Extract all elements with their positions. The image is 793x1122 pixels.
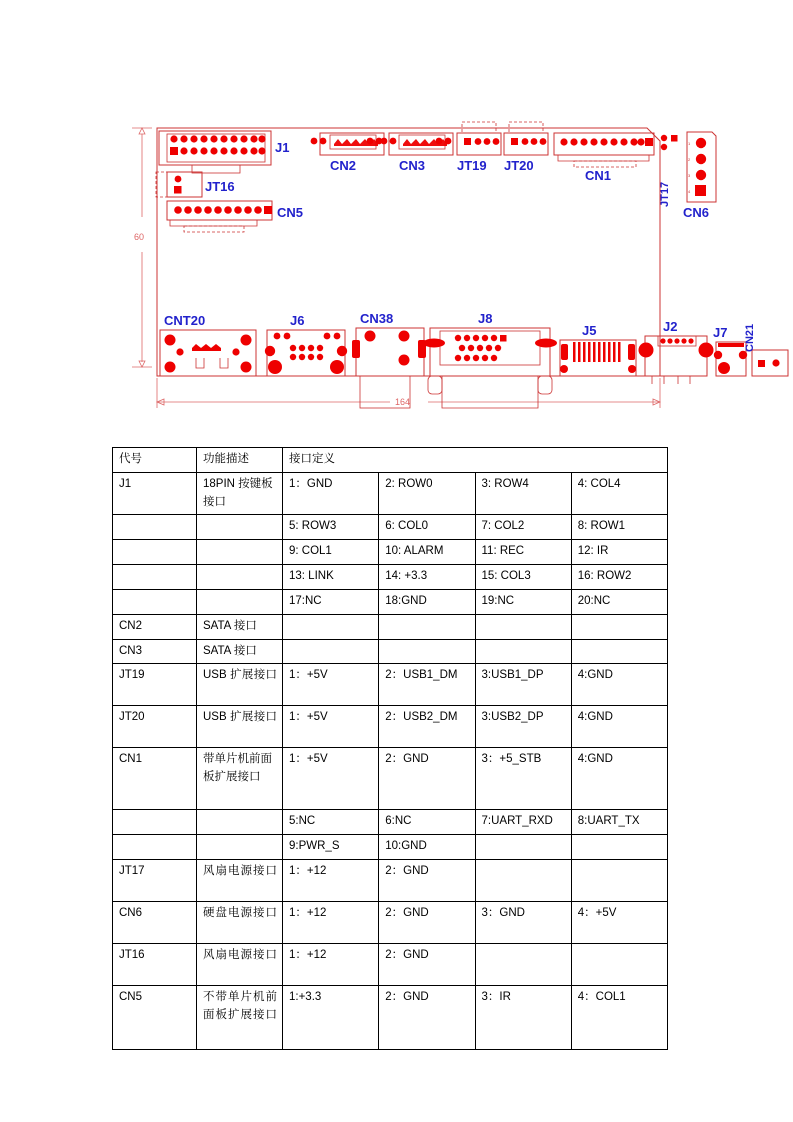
cell-code: CN5 bbox=[113, 985, 197, 1049]
connector-CN2 bbox=[311, 133, 384, 173]
label-J7: J7 bbox=[713, 325, 728, 340]
pcb-diagram-svg bbox=[112, 112, 756, 432]
cell-code: CN6 bbox=[113, 901, 197, 943]
cell-code bbox=[113, 565, 197, 590]
cell-pin4: 16: ROW2 bbox=[571, 565, 667, 590]
label-JT20: JT20 bbox=[504, 158, 534, 173]
cell-pin4 bbox=[571, 835, 667, 860]
cell-code: JT16 bbox=[113, 943, 197, 985]
cell-pin4: 4：COL1 bbox=[571, 985, 667, 1049]
table-row bbox=[113, 901, 668, 943]
cell-code: CN2 bbox=[113, 614, 197, 639]
cell-pin4 bbox=[571, 859, 667, 901]
cell-desc: SATA 接口 bbox=[197, 639, 283, 664]
cell-pin1: 1：+12 bbox=[283, 859, 379, 901]
cell-pin2: 10:GND bbox=[379, 835, 475, 860]
label-J5: J5 bbox=[582, 323, 597, 338]
table-row bbox=[113, 614, 668, 639]
table-row bbox=[113, 859, 668, 901]
dimension-markers bbox=[132, 128, 660, 408]
connector-JT20 bbox=[504, 122, 548, 173]
cell-pin1: 1：+5V bbox=[283, 664, 379, 706]
cell-pin3: 7:UART_RXD bbox=[475, 810, 571, 835]
connector-J6 bbox=[265, 313, 347, 376]
label-CN5: CN5 bbox=[277, 205, 304, 220]
label-JT17: JT17 bbox=[659, 181, 671, 207]
label-JT19: JT19 bbox=[457, 158, 487, 173]
label-J6: J6 bbox=[290, 313, 305, 328]
table-row bbox=[113, 515, 668, 540]
cell-pin3 bbox=[475, 835, 571, 860]
cell-pin4: 4：+5V bbox=[571, 901, 667, 943]
cell-desc: 风扇电源接口 bbox=[197, 859, 283, 901]
cell-code: J1 bbox=[113, 472, 197, 515]
cell-code: CN3 bbox=[113, 639, 197, 664]
cell-pin2: 6:NC bbox=[379, 810, 475, 835]
connector-JT16 bbox=[156, 172, 235, 197]
cell-pin2: 2：GND bbox=[379, 859, 475, 901]
cell-code: JT20 bbox=[113, 706, 197, 748]
connector-CN21 bbox=[744, 324, 788, 376]
cell-desc: 18PIN 按键板接口 bbox=[197, 472, 283, 515]
cell-desc: SATA 接口 bbox=[197, 614, 283, 639]
label-CN21: CN21 bbox=[744, 323, 756, 352]
table-row bbox=[113, 810, 668, 835]
label-CN2: CN2 bbox=[330, 158, 357, 173]
label-CNT20: CNT20 bbox=[164, 313, 206, 328]
table-row bbox=[113, 565, 668, 590]
label-CN6: CN6 bbox=[683, 205, 710, 220]
connector-CN1 bbox=[554, 133, 654, 183]
cell-pin3: 15: COL3 bbox=[475, 565, 571, 590]
cell-pin1 bbox=[283, 639, 379, 664]
cell-code: JT17 bbox=[113, 859, 197, 901]
cell-pin2: 2：GND bbox=[379, 943, 475, 985]
cell-pin1: 9:PWR_S bbox=[283, 835, 379, 860]
cell-pin4: 20:NC bbox=[571, 589, 667, 614]
cell-code: JT19 bbox=[113, 664, 197, 706]
cell-pin1: 1：+12 bbox=[283, 943, 379, 985]
label-J1: J1 bbox=[275, 140, 290, 155]
svg-text:4: 4 bbox=[688, 189, 691, 194]
cell-pin1: 17:NC bbox=[283, 589, 379, 614]
cell-pin3: 19:NC bbox=[475, 589, 571, 614]
cell-desc: 不带单片机前面板扩展接口 bbox=[197, 985, 283, 1049]
table-row bbox=[113, 943, 668, 985]
table-row bbox=[113, 835, 668, 860]
cell-pin2 bbox=[379, 614, 475, 639]
dim-width-label: 164 bbox=[395, 397, 411, 407]
cell-pin1: 1：+5V bbox=[283, 748, 379, 810]
cell-pin3: 3：+5_STB bbox=[475, 748, 571, 810]
cell-pin2: 10: ALARM bbox=[379, 540, 475, 565]
cell-desc bbox=[197, 515, 283, 540]
table-row bbox=[113, 985, 668, 1049]
pinout-table-body bbox=[113, 448, 668, 1050]
table-row bbox=[113, 540, 668, 565]
connector-JT19 bbox=[457, 122, 501, 173]
label-CN1: CN1 bbox=[585, 168, 612, 183]
cell-pin1 bbox=[283, 614, 379, 639]
connector-CN6 bbox=[683, 132, 716, 220]
table-row bbox=[113, 706, 668, 748]
header-desc: 功能描述 bbox=[197, 448, 283, 473]
svg-text:1: 1 bbox=[688, 141, 691, 146]
cell-pin3: 7: COL2 bbox=[475, 515, 571, 540]
connector-CN5 bbox=[167, 201, 303, 232]
cell-pin1: 1：+12 bbox=[283, 901, 379, 943]
cell-desc: USB 扩展接口 bbox=[197, 706, 283, 748]
svg-text:2: 2 bbox=[688, 157, 691, 162]
cell-pin4 bbox=[571, 639, 667, 664]
cell-pin4: 8:UART_TX bbox=[571, 810, 667, 835]
cell-pin2: 2：GND bbox=[379, 985, 475, 1049]
cell-desc bbox=[197, 589, 283, 614]
cell-pin1: 1：+5V bbox=[283, 706, 379, 748]
cell-pin4: 4: COL4 bbox=[571, 472, 667, 515]
cell-pin2: 14: +3.3 bbox=[379, 565, 475, 590]
cell-desc: 风扇电源接口 bbox=[197, 943, 283, 985]
cell-code bbox=[113, 589, 197, 614]
cell-pin2: 6: COL0 bbox=[379, 515, 475, 540]
pinout-table bbox=[112, 447, 668, 1050]
cell-pin1: 1:+3.3 bbox=[283, 985, 379, 1049]
cell-code bbox=[113, 515, 197, 540]
cell-pin3: 3:USB2_DP bbox=[475, 706, 571, 748]
connector-J2 bbox=[639, 319, 714, 384]
cell-pin3: 11: REC bbox=[475, 540, 571, 565]
table-row bbox=[113, 748, 668, 810]
cell-pin3 bbox=[475, 943, 571, 985]
cell-pin4: 4:GND bbox=[571, 664, 667, 706]
label-CN38: CN38 bbox=[360, 311, 394, 326]
cell-pin2: 2：USB1_DM bbox=[379, 664, 475, 706]
table-row bbox=[113, 639, 668, 664]
pinout-table-container bbox=[112, 447, 668, 1050]
cell-pin2 bbox=[379, 639, 475, 664]
cell-pin4: 12: IR bbox=[571, 540, 667, 565]
cell-pin1: 1：GND bbox=[283, 472, 379, 515]
cell-desc: USB 扩展接口 bbox=[197, 664, 283, 706]
cell-code bbox=[113, 540, 197, 565]
connector-CNT20 bbox=[160, 313, 256, 376]
cell-code bbox=[113, 810, 197, 835]
cell-desc: 带单片机前面板扩展接口 bbox=[197, 748, 283, 810]
cell-pin4 bbox=[571, 943, 667, 985]
cell-pin2: 2：USB2_DM bbox=[379, 706, 475, 748]
cell-desc bbox=[197, 835, 283, 860]
cell-desc bbox=[197, 810, 283, 835]
svg-text:3: 3 bbox=[688, 173, 691, 178]
table-row bbox=[113, 664, 668, 706]
cell-pin3 bbox=[475, 639, 571, 664]
cell-pin4: 8: ROW1 bbox=[571, 515, 667, 540]
cell-pin2: 2：GND bbox=[379, 748, 475, 810]
cell-pin1: 13: LINK bbox=[283, 565, 379, 590]
connector-JT17 bbox=[659, 135, 678, 207]
connector-J8 bbox=[423, 311, 557, 408]
connector-CN38 bbox=[352, 311, 426, 408]
header-code: 代号 bbox=[113, 448, 197, 473]
cell-code bbox=[113, 835, 197, 860]
cell-pin1: 5: ROW3 bbox=[283, 515, 379, 540]
cell-desc bbox=[197, 540, 283, 565]
cell-pin3: 3：IR bbox=[475, 985, 571, 1049]
cell-pin3 bbox=[475, 614, 571, 639]
table-header-row bbox=[113, 448, 668, 473]
cell-pin3 bbox=[475, 859, 571, 901]
cell-desc bbox=[197, 565, 283, 590]
pcb-layout-diagram bbox=[112, 112, 756, 432]
label-J2: J2 bbox=[663, 319, 678, 334]
cell-pin3: 3：GND bbox=[475, 901, 571, 943]
cell-pin3: 3: ROW4 bbox=[475, 472, 571, 515]
connector-J1 bbox=[159, 131, 289, 173]
cell-pin2: 2：GND bbox=[379, 901, 475, 943]
label-J8: J8 bbox=[478, 311, 493, 326]
cell-desc: 硬盘电源接口 bbox=[197, 901, 283, 943]
header-pindef: 接口定义 bbox=[283, 448, 668, 473]
connector-CN3 bbox=[381, 133, 453, 173]
table-row bbox=[113, 472, 668, 515]
cell-pin2: 2: ROW0 bbox=[379, 472, 475, 515]
dim-height-label: 60 bbox=[134, 232, 145, 242]
cell-pin4: 4:GND bbox=[571, 706, 667, 748]
connector-J7 bbox=[713, 325, 747, 376]
cell-code: CN1 bbox=[113, 748, 197, 810]
cell-pin3: 3:USB1_DP bbox=[475, 664, 571, 706]
cell-pin1: 5:NC bbox=[283, 810, 379, 835]
cell-pin2: 18:GND bbox=[379, 589, 475, 614]
label-CN3: CN3 bbox=[399, 158, 426, 173]
cell-pin4 bbox=[571, 614, 667, 639]
cell-pin4: 4:GND bbox=[571, 748, 667, 810]
cell-pin1: 9: COL1 bbox=[283, 540, 379, 565]
label-JT16: JT16 bbox=[205, 179, 235, 194]
connector-J5 bbox=[560, 323, 636, 376]
table-row bbox=[113, 589, 668, 614]
